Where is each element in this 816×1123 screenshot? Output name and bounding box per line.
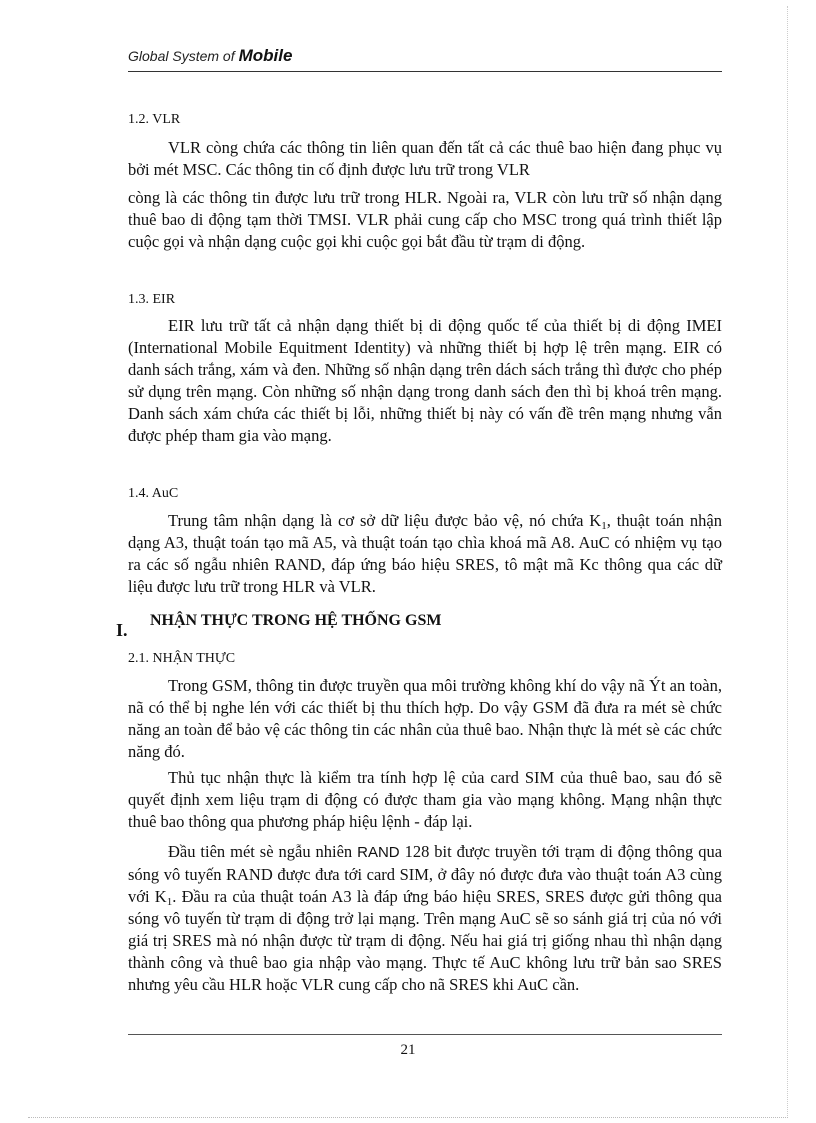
running-header (128, 46, 722, 72)
chapter-heading (116, 612, 722, 640)
paragraph-vlr-1 (128, 137, 722, 181)
paragraph-eir-1 (128, 315, 722, 447)
section-heading-eir: 1.3. EIR (128, 292, 176, 307)
section-heading-auc: 1.4. AuC (128, 486, 179, 501)
footer-rule (128, 1034, 722, 1035)
paragraph-auth-3-text-a: Đầu tiên mét sè ngẫu nhiên (168, 842, 353, 861)
header-rule (128, 71, 722, 72)
header-title-emphasis: Mobile (238, 46, 293, 65)
chapter-number: I. (116, 620, 128, 640)
paragraph-vlr-2: còng là các thông tin được lưu trữ trong HLR. Ngoài ra, VLR còn lưu trữ số nhận dạng thuê bao di động tạm thời TMSI. VLR phải cung cấp cho MSC trong quá trình thiết lập cuộc gọi và nhận dạng cuộc gọi khi cuộc gọi bắt đầu từ trạm di động. (128, 188, 722, 251)
paragraph-auth-3 (128, 841, 722, 996)
paragraph-auth-1-text: Trong GSM, thông tin được truyền qua môi trường không khí do vậy nã Ýt an toàn, nã có thể bị nghe lén với các thiết bị thu thích hợp. Do vậy GSM đã đưa ra mét sè chức năng an toàn để bảo vệ các thông tin các nhân của thuê bao. Nhận thực là mét sè các chức năng đó. (128, 676, 722, 761)
section-heading-authentication: 2.1. NHẬN THỰC (128, 651, 236, 666)
paragraph-auth-3-text-b: 128 bit được truyền tới trạm di động thông qua sóng vô tuyến RAND được đưa tới card SIM, ở đây nó được đưa vào thuật toán A3 cùng với K (128, 842, 723, 906)
section-heading-vlr: 1.2. VLR (128, 112, 181, 127)
page-number: 21 (400, 1042, 416, 1058)
paragraph-auth-3-text-c: . Đầu ra của thuật toán A3 là đáp ứng báo hiệu SRES, SRES được gửi thông qua sóng vô tuyến từ trạm di động trở lại mạng. Trên mạng AuC sẽ so sánh giá trị của nó với giá trị SRES mà nó nhận được từ trạm di động. Nếu hai giá trị giống nhau thì nhận dạng thành công và thuê bao gia nhập vào mạng. Thực tế AuC không lưu trữ bản sao SRES nhưng yêu cầu HLR hoặc VLR cung cấp cho nã SRES khi AuC cần. (128, 887, 722, 994)
paragraph-auth-2-text: Thủ tục nhận thực là kiểm tra tính hợp lệ của card SIM của thuê bao, sau đó sẽ quyết định xem liệu trạm di động có được tham gia vào mạng không. Mạng nhận thực thuê bao thông qua phương pháp hiệu lệnh - đáp lại. (128, 768, 722, 831)
paragraph-eir-1-text: EIR lưu trữ tất cả nhận dạng thiết bị di động quốc tế của thiết bị di động IMEI (International Mobile Equitment Identity) và những thiết bị hợp lệ trên mạng. EIR có danh sách trắng, xám và đen. Những số nhận dạng trên dách sách trắng thì được cho phép sử dụng trên mạng. Còn những số nhận dạng trong danh sách đen thì bị khoá trên mạng. Danh sách xám chứa các thiết bị lỗi, những thiết bị này có vấn đề trên mạng nhưng vẫn được phép tham gia vào mạng. (128, 316, 722, 445)
paragraph-auc-1-text-a: Trung tâm nhận dạng là cơ sở dữ liệu được bảo vệ, nó chứa K (168, 511, 602, 530)
paragraph-auth-2 (128, 767, 722, 833)
paragraph-auc-1 (128, 510, 722, 598)
paragraph-auc-1-text-b: , thuật toán nhận dạng A3, thuật toán tạo mã A5, và thuật toán tạo chìa khoá mã A8. AuC có nhiệm vụ tạo ra các số ngẫu nhiên RAND, đáp ứng báo hiệu SRES, tô mật mã Kc thông qua các dữ liệu được lưu trữ trong HLR và VLR. (128, 511, 722, 596)
paragraph-auth-1 (128, 675, 722, 763)
subscript-k1-auth: 1 (166, 896, 173, 908)
chapter-title: NHẬN THỰC TRONG HỆ THỐNG GSM (150, 612, 442, 629)
page-edge-bottom (28, 1117, 788, 1118)
subscript-k1: 1 (601, 520, 607, 532)
rand-term: RAND (357, 844, 400, 861)
header-title-prefix: Global System of (128, 48, 235, 64)
page-edge-right (787, 6, 788, 1116)
paragraph-vlr-1-text: VLR còng chứa các thông tin liên quan đến tất cả các thuê bao hiện đang phục vụ bởi mét MSC. Các thông tin cố định được lưu trữ trong VLR (128, 138, 722, 179)
